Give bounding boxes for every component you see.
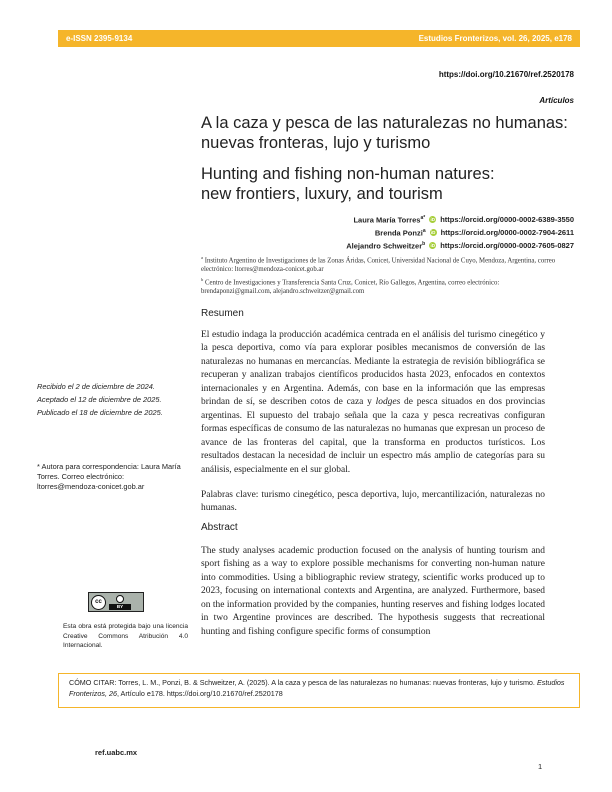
resumen-heading: Resumen: [201, 308, 244, 319]
title-es-line-1: A la caza y pesca de las naturalezas no humanas:: [201, 114, 568, 132]
cc-icon: cc: [91, 595, 106, 610]
orcid-icon[interactable]: iD: [430, 243, 435, 248]
affiliations: [201, 253, 571, 296]
by-icon: [109, 595, 131, 610]
article-dates: [37, 380, 187, 419]
author-row: [346, 226, 574, 239]
orcid-icon[interactable]: iD: [430, 230, 436, 235]
issn-label: e-ISSN 2395-9134: [66, 34, 133, 43]
keywords: Palabras clave: turismo cinegético, pesca deportiva, lujo, mercantilización, naturalezas no humanas.: [201, 490, 545, 514]
affiliation-b: $^b$ Centro de Investigaciones y Transferencia Santa Cruz, Conicet, Río Gallegos, Argentina, correo electrónico: brendaponzi@gmail.com, alejandro.schweitzer@gmail.com: [201, 276, 500, 296]
orcid-link[interactable]: https://orcid.org/0000-0002-7605-0827: [440, 240, 574, 250]
orcid-link[interactable]: https://orcid.org/0000-0002-6389-3550: [440, 214, 574, 224]
author-name: Brenda Ponzi$^a$: [374, 228, 426, 238]
resumen-text: El estudio indaga la producción académica centrada en el análisis del turismo cinegético y la pesca deportiva, como vía para explorar posibles mecanismos de conversión de las naturalezas no humanas en mercancías. Mediante la estrategia de revisión bibliográfica se recuperan y analizan trabajos científicos producidos hasta 2023, enfocados en contextos internacionales y en Argentina. Además, con base en la información que las empresas brindan de sí, se describen cotos de caza y lodges de pesca situados en dos provincias argentinas. El supuesto del trabajo señala que la caza y pesca recreativas configuran formas específicas de consumo de las naturalezas no humanas que expresan un proceso de avance de las fronteras del capital, que la transforma en productos turísticos. Los resultados destacan la necesidad de incluir un espectro más amplio de categorías para su análisis, especialmente en el sur global.: [201, 330, 545, 475]
affiliation-a: $^a$ Instituto Argentino de Investigaciones de las Zonas Áridas, Conicet, Universidad Nacional de Cuyo, Mendoza, Argentina, correo electrónico: ltorres@mendoza-conicet.gob.ar: [201, 255, 556, 274]
author-name: Alejandro Schweitzer$^b$: [346, 241, 426, 251]
author-row: [346, 239, 574, 252]
abstract-text: The study analyses academic production focused on the analysis of hunting tourism and sport fishing as a way to explore possible mechanisms for converting non-human nature into commodities. Using a bibliographic review strategy, scientific works produced up to 2023, focusing on international contexts and Argentina, are analyzed. Furthermore, based on the information provided by the companies, hunting reserves and fishing lodges located in two Argentine provinces are described. The hypothesis suggests that recreational hunting and fishing configure specific forms of consumption: [201, 546, 545, 637]
journal-site-link[interactable]: ref.uabc.mx: [95, 748, 138, 757]
by-label: BY: [109, 604, 131, 610]
orcid-icon[interactable]: iD: [430, 217, 435, 222]
title-spanish: [201, 113, 571, 153]
title-en-line-1: Hunting and fishing non-human natures:: [201, 165, 495, 183]
page-number: 1: [538, 762, 543, 771]
author-row: [346, 213, 574, 226]
received-date: Recibido el 2 de diciembre de 2024.: [37, 382, 155, 391]
author-name: Laura María Torres$^{a*}$: [353, 215, 426, 225]
published-date: Publicado el 18 de diciembre de 2025.: [37, 408, 163, 417]
license-text: Esta obra está protegida bajo una licencia Creative Commons Atribución 4.0 Internacional.: [63, 623, 188, 649]
author-list: [346, 213, 574, 252]
journal-banner: [58, 30, 580, 47]
title-en-line-2: new frontiers, luxury, and tourism: [201, 185, 443, 203]
section-label: Artículos: [539, 96, 574, 105]
journal-reference: Estudios Fronterizos, vol. 26, 2025, e178: [418, 34, 572, 43]
doi-link[interactable]: https://doi.org/10.21670/ref.2520178: [438, 70, 574, 79]
orcid-link[interactable]: https://orcid.org/0000-0002-7904-2611: [440, 227, 574, 237]
correspondence-note: * Autora para correspondencia: Laura María Torres. Correo electrónico: ltorres@mendoza-conicet.gob.ar: [37, 462, 181, 491]
person-icon: [116, 595, 124, 603]
abstract-heading: Abstract: [201, 522, 238, 533]
title-es-line-2: nuevas fronteras, lujo y turismo: [201, 134, 431, 152]
accepted-date: Aceptado el 12 de diciembre de 2025.: [37, 395, 162, 404]
title-english: [201, 164, 571, 204]
citation-box: CÓMO CITAR: Torres, L. M., Ponzi, B. & Schweitzer, A. (2025). A la caza y pesca de las naturalezas no humanas: nuevas fronteras, lujo y turismo. Estudios Fronterizos, 26, Artículo e178. https://doi.org/10.21670/ref.2520178: [58, 673, 580, 708]
cc-license-badge[interactable]: [88, 592, 144, 612]
